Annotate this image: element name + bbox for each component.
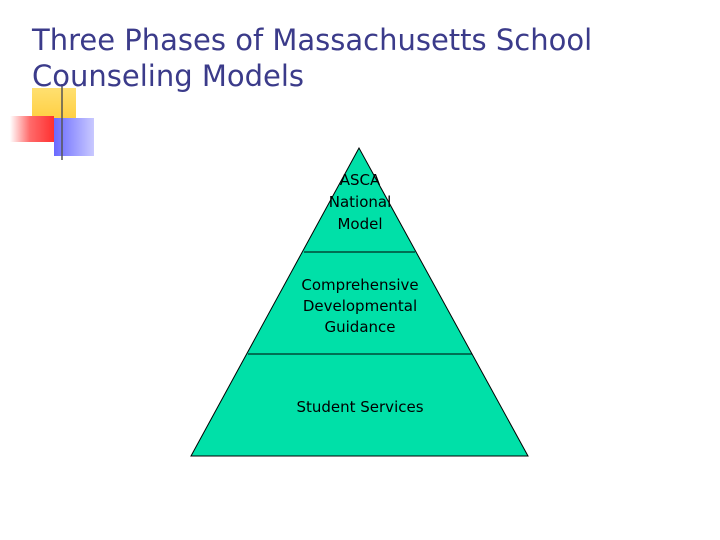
- tier-3-label: Student Services: [296, 398, 424, 416]
- tier-1-label-line-1: ASCA: [339, 171, 381, 189]
- tier-1-label-line-3: Model: [337, 215, 383, 233]
- title-line-1: Three Phases of Massachusetts School: [32, 23, 593, 57]
- title-line-2: Counseling Models: [32, 59, 305, 93]
- tier-2-label-line-2: Developmental: [302, 297, 418, 315]
- tier-1-label-line-2: National: [328, 193, 392, 211]
- tier-2-label-line-1: Comprehensive: [301, 276, 419, 294]
- tier-2-label-line-3: Guidance: [324, 318, 396, 336]
